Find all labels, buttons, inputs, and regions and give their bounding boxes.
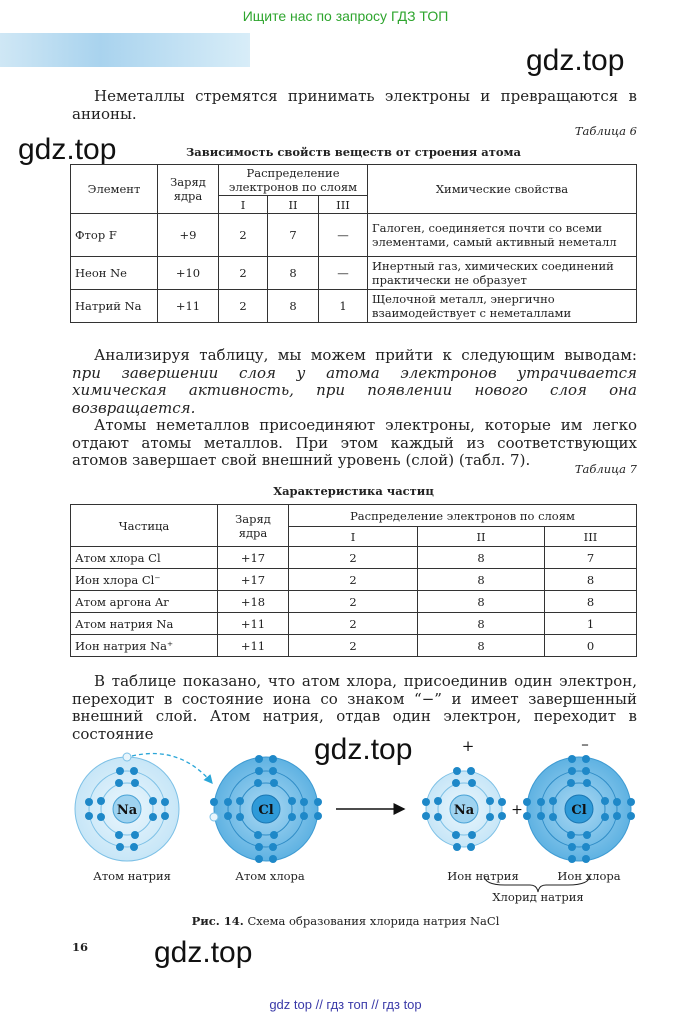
na-symbol: Na xyxy=(116,803,138,818)
table-7 xyxy=(70,504,637,657)
na-ion-symbol: Na xyxy=(453,803,475,818)
th-layer-1: I xyxy=(289,527,418,547)
sodium-ion xyxy=(422,737,506,851)
th-charge: Заряд ядра xyxy=(158,165,219,214)
cell-charge: +17 xyxy=(218,547,289,569)
cell-particle: Атом натрия Na xyxy=(71,613,218,635)
chloride-ion xyxy=(523,735,635,863)
cell-charge: +9 xyxy=(158,214,219,257)
negative-charge: – xyxy=(581,735,589,753)
top-banner[interactable]: Ищите нас по запросу ГДЗ ТОП xyxy=(242,8,449,24)
watermark: gdz.top xyxy=(526,44,625,77)
label-chlorine-atom: Атом хлора xyxy=(235,869,305,883)
watermark: gdz.top xyxy=(314,733,413,766)
cell-l1: 2 xyxy=(289,635,418,657)
cell-l1: 2 xyxy=(289,547,418,569)
page-number: 16 xyxy=(72,940,89,954)
watermark: gdz.top xyxy=(154,936,253,969)
cell-l2: 8 xyxy=(418,635,545,657)
cell-element: Натрий Na xyxy=(71,290,158,323)
header-decoration-strip xyxy=(0,33,250,67)
table-row xyxy=(71,257,637,290)
paragraph-4: В таблице показано, что атом хлора, присоединив один электрон, переходит в состояние иона со знаком “−” и имеет завершенный внешний слой. Атом натрия, отдав один электрон, переходит в состояние xyxy=(72,672,637,743)
paragraph-1: Неметаллы стремятся принимать электроны и превращаются в анионы. xyxy=(72,87,637,123)
cell-charge: +11 xyxy=(218,613,289,635)
sodium-atom xyxy=(75,753,179,861)
label-sodium-chloride: Хлорид натрия xyxy=(492,890,584,904)
cell-props: Инертный газ, химических соединений практически не образует xyxy=(368,257,637,290)
figure-caption xyxy=(0,914,691,928)
cell-l1: 2 xyxy=(289,613,418,635)
cell-l1: 2 xyxy=(219,290,268,323)
table-row xyxy=(71,613,637,635)
label-chloride-ion: Ион хлора xyxy=(557,869,621,883)
cell-particle: Атом аргона Ar xyxy=(71,591,218,613)
cl-ion-symbol: Cl xyxy=(571,803,587,818)
cell-l1: 2 xyxy=(219,214,268,257)
cell-element: Фтор F xyxy=(71,214,158,257)
cell-l2: 7 xyxy=(268,214,319,257)
paragraph-3: Атомы неметаллов присоединяют электроны, которые им легко отдают атомы металлов. При этом каждый из соответствующих атомов завершает свой внешний уровень (слой) (табл. 7). xyxy=(72,416,637,469)
figure-caption-text: Схема образования хлорида натрия NaCl xyxy=(247,914,500,928)
cell-charge: +17 xyxy=(218,569,289,591)
table7-caption: Таблица 7 xyxy=(574,462,637,476)
th-distribution: Распределение электронов по слоям xyxy=(289,505,637,527)
th-layer-2: II xyxy=(268,196,319,214)
figure-number: Рис. 14. xyxy=(191,914,244,928)
table6-title: Зависимость свойств веществ от строения атома xyxy=(186,145,521,159)
cell-l3: 1 xyxy=(545,613,637,635)
chlorine-atom xyxy=(210,755,322,863)
th-particle: Частица xyxy=(71,505,218,547)
cell-l2: 8 xyxy=(418,569,545,591)
th-charge: Заряд ядра xyxy=(218,505,289,547)
cell-l3: — xyxy=(319,257,368,290)
table-row xyxy=(71,290,637,323)
positive-charge: + xyxy=(461,737,475,755)
th-distribution: Распределение электронов по слоям xyxy=(219,165,368,196)
cell-l2: 8 xyxy=(418,547,545,569)
cell-l1: 2 xyxy=(289,591,418,613)
paragraph-2-conclusion: при завершении слоя у атома электронов утрачивается химическая активность, при появлении нового слоя она возвращается. xyxy=(72,363,637,417)
table-6 xyxy=(70,164,637,323)
cell-l3: 8 xyxy=(545,569,637,591)
table6-caption: Таблица 6 xyxy=(574,124,637,138)
cell-particle: Ион натрия Na⁺ xyxy=(71,635,218,657)
table-row xyxy=(71,214,637,257)
paragraph-2-intro: Анализируя таблицу, мы можем прийти к следующим выводам: xyxy=(94,346,637,364)
cell-l2: 8 xyxy=(268,257,319,290)
cell-l1: 2 xyxy=(219,257,268,290)
cell-particle: Атом хлора Cl xyxy=(71,547,218,569)
cell-l2: 8 xyxy=(418,591,545,613)
label-sodium-atom: Атом натрия xyxy=(93,869,171,883)
cell-props: Галоген, соединяется почти со всеми элементами, самый активный неметалл xyxy=(368,214,637,257)
watermark: gdz.top xyxy=(18,133,117,166)
table-row xyxy=(71,547,637,569)
footer-links[interactable]: gdz top // гдз топ // гдз top xyxy=(269,997,422,1012)
cell-charge: +11 xyxy=(158,290,219,323)
cell-l3: 8 xyxy=(545,591,637,613)
table-row xyxy=(71,591,637,613)
cl-symbol: Cl xyxy=(258,803,274,818)
table-row xyxy=(71,635,637,657)
th-layer-3: III xyxy=(319,196,368,214)
ion-join-plus: + xyxy=(511,802,523,818)
cell-element: Неон Ne xyxy=(71,257,158,290)
table-row xyxy=(71,569,637,591)
th-layer-3: III xyxy=(545,527,637,547)
th-layer-2: II xyxy=(418,527,545,547)
th-layer-1: I xyxy=(219,196,268,214)
cell-charge: +11 xyxy=(218,635,289,657)
cell-l3: 7 xyxy=(545,547,637,569)
cell-charge: +18 xyxy=(218,591,289,613)
figure-nacl-formation xyxy=(0,735,691,910)
cell-particle: Ион хлора Cl⁻ xyxy=(71,569,218,591)
cell-l1: 2 xyxy=(289,569,418,591)
table7-title: Характеристика частиц xyxy=(273,484,434,498)
cell-l3: 1 xyxy=(319,290,368,323)
cell-l3: 0 xyxy=(545,635,637,657)
cell-l3: — xyxy=(319,214,368,257)
cell-charge: +10 xyxy=(158,257,219,290)
cell-props: Щелочной металл, энергично взаимодействует с неметаллами xyxy=(368,290,637,323)
th-properties: Химические свойства xyxy=(368,165,637,214)
cell-l2: 8 xyxy=(418,613,545,635)
label-sodium-ion: Ион натрия xyxy=(447,869,519,883)
paragraph-2 xyxy=(72,347,637,470)
th-element: Элемент xyxy=(71,165,158,214)
cell-l2: 8 xyxy=(268,290,319,323)
